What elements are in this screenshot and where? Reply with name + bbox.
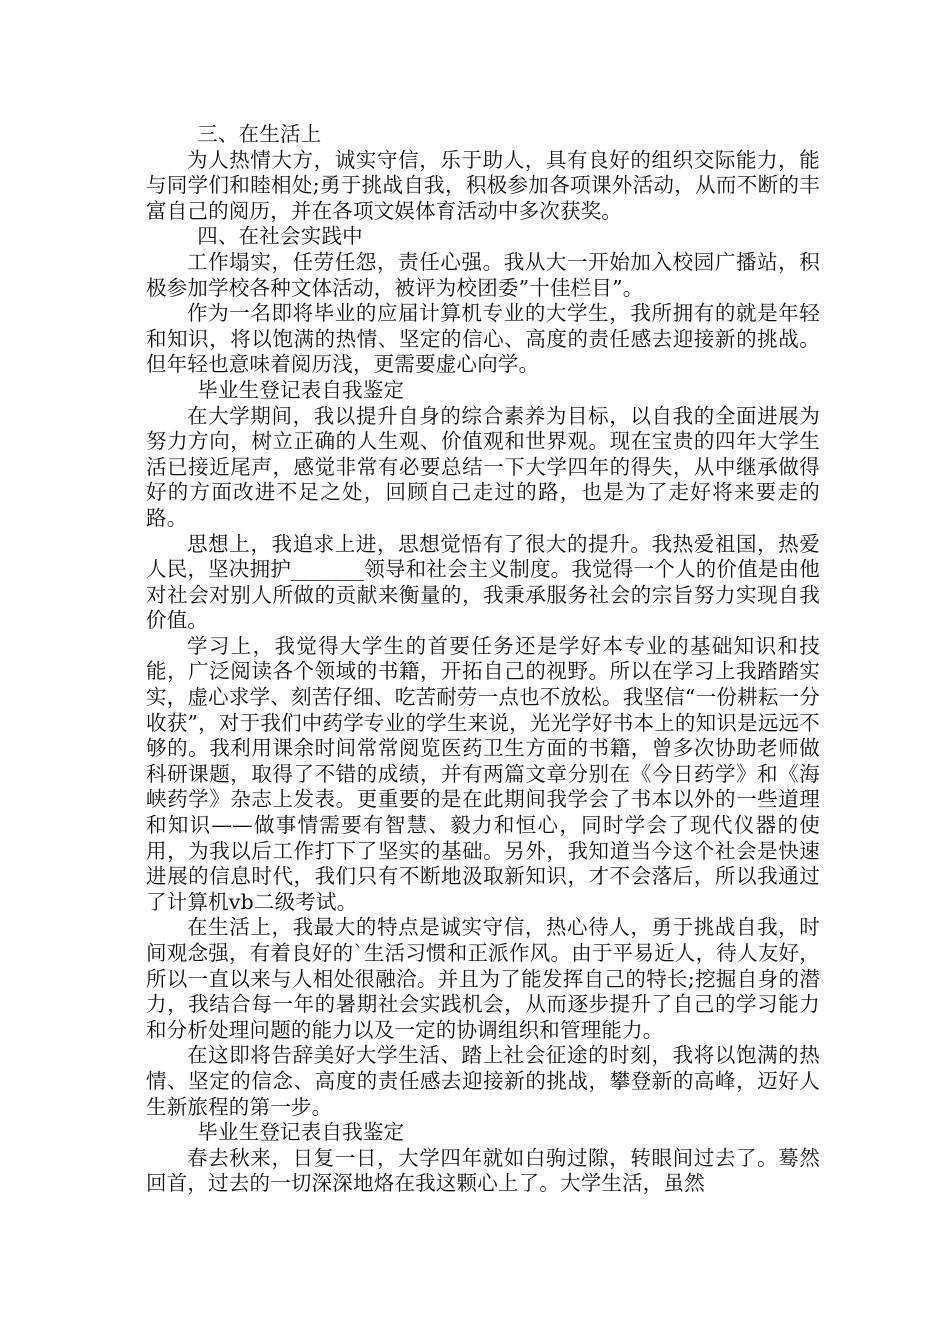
section-heading: 三、在生活上 — [197, 122, 322, 146]
paragraph: 思想上，我追求上进，思想觉悟有了很大的提升。我热爱祖国，热爱人民，坚决拥护_______领导和社会主义制度。我觉得一个人的价值是由他对社会对别人所做的贡献来衡量的，我秉承服务社会的宗旨努力实现自我价值。 — [146, 531, 820, 633]
section-heading: 毕业生登记表自我鉴定 — [197, 377, 405, 402]
paragraph: 在大学期间，我以提升自身的综合素养为目标，以自我的全面进展为努力方向，树立正确的人生观、价值观和世界观。现在宝贵的四年大学生活已接近尾声，感觉非常有必要总结一下大学四年的得失，从中继承做得好的方面改进不足之处，回顾自己走过的路，也是为了走好将来要走的路。 — [146, 403, 820, 530]
paragraph: 春去秋来，日复一日，大学四年就如白驹过隙，转眼间过去了。蓦然回首，过去的一切深深地烙在我这颗心上了。大学生活，虽然 — [146, 1145, 820, 1196]
paragraph: 作为一名即将毕业的应届计算机专业的大学生，我所拥有的就是年轻和知识，将以饱满的热情、坚定的信心、高度的责任感去迎接新的挑战。但年轻也意味着阅历浅，更需要虚心向学。 — [146, 301, 820, 377]
section-heading: 毕业生登记表自我鉴定 — [197, 1120, 405, 1145]
paragraph: 学习上，我觉得大学生的首要任务还是学好本专业的基础知识和技能，广泛阅读各个领域的书籍，开拓自己的视野。所以在学习上我踏踏实实，虚心求学、刻苦仔细、吃苦耐劳一点也不放松。我坚信“一份耕耘一分收获”，对于我们中药学专业的学生来说，光光学好书本上的知识是远远不够的。我利用课余时间常常阅览医药卫生方面的书籍，曾多次协助老师做科研课题，取得了不错的成绩，并有两篇文章分别在《今日药学》和《海峡药学》杂志上发表。更重要的是在此期间我学会了书本以外的一些道理和知识——做事情需要有智慧、毅力和恒心，同时学会了现代仪器的使用，为我以后工作打下了坚实的基础。另外，我知道当今这个社会是快速进展的信息时代，我们只有不断地汲取新知识，才不会落后，所以我通过了计算机vb二级考试。 — [146, 633, 820, 914]
paragraph: 在这即将告辞美好大学生活、踏上社会征途的时刻，我将以饱满的热情、坚定的信念、高度的责任感去迎接新的挑战，攀登新的高峰，迈好人生新旅程的第一步。 — [146, 1043, 820, 1119]
paragraph: 为人热情大方，诚实守信，乐于助人，具有良好的组织交际能力，能与同学们和睦相处;勇于挑战自我，积极参加各项课外活动，从而不断的丰富自己的阅历，并在各项文娱体育活动中多次获奖。 — [146, 147, 820, 223]
paragraph: 工作塌实，任劳任怨，责任心强。我从大一开始加入校园广播站，积极参加学校各种文体活动，被评为校团委”十佳栏目”。 — [146, 249, 820, 300]
document-body — [146, 122, 820, 1197]
paragraph: 在生活上，我最大的特点是诚实守信，热心待人，勇于挑战自我，时间观念强，有着良好的`生活习惯和正派作风。由于平易近人，待人友好，所以一直以来与人相处很融洽。并且为了能发挥自己的特长;挖掘自身的潜力，我结合每一年的暑期社会实践机会，从而逐步提升了自己的学习能力和分析处理问题的能力以及一定的协调组织和管理能力。 — [146, 915, 820, 1042]
section-heading: 四、在社会实践中 — [197, 224, 363, 249]
